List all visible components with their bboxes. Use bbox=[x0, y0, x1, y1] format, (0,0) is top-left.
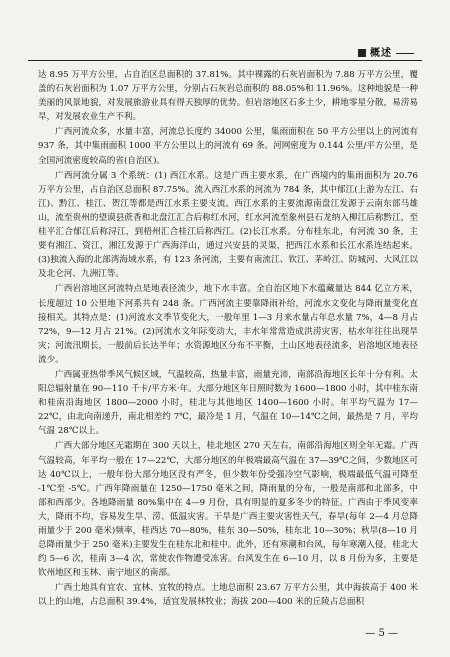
paragraph: 广西土地具有宜农、宜林、宜牧的特点。土地总面积 23.67 万平方公里，其中海拔高于 400 米以上的山地，占总面积 39.4%，适宜发展林牧业；海拔 200—400 米的丘陵占总面积 bbox=[38, 583, 418, 608]
paragraph: 广西河流分属 3 个系统：(1) 西江水系。这是广西主要水系，在广西境内的集雨面积为 20.76 万平方公里，占自治区总面积 87.75%。流入西江水系的河流为 784 条，其中郁江(上游为左江、右江)、黔江、桂江、贺江等都是西江水系主要支流。西江水系的主要流源南盘江发源于云南东部马雄山，流至贵州的望谟县蔗香和北盘江汇合后称红水河，红水河流至象州县石龙纳入柳江后称黔江，至桂平汇合郁江后称浔江，到梧州汇合桂江后称西江。(2)长江水系。分布桂东北，有河流 30 条，主要有湘江、资江，湘江发源于广西海洋山，通过兴安县的灵渠，把西江水系和长江水系连结起来。(3)独流入海的北部湾海域水系，有 123 条河流，主要有南流江、钦江、茅岭江、防城河、大风江以及北仑河、九洲江等。 bbox=[38, 170, 418, 280]
paragraph: 广西岩溶地区河流特点是地表径流少，地下水丰富。全自治区地下水蕴藏量达 844 亿立方米，长度超过 10 公里地下河系共有 248 条。广西河流主要靠降雨补给，河流水文变化与降雨量变化直接相关。其特点是：(1)河流水文季节变化大，一般年里 1—3 月来水量占年总水量 7%，4—8 月占 72%，9—12 月占 21%。(2)河流水文年际变动大，丰水年常常造成洪涝灾害，枯水年往往出现旱灾；河流汛期长，一般前后长达半年；水资源地区分布不平衡，土山区地表径流多，岩溶地区地表径流少。 bbox=[38, 284, 418, 365]
paragraph: 广西河流众多，水量丰富，河流总长度约 34000 公里，集雨面积在 50 平方公里以上的河流有 937 条，其中集雨面积 1000 平方公里以上的河流有 69 条。河网密度为 0.144 公里/平方公里，是全国河流密度较高的省(自治区)。 bbox=[38, 127, 418, 166]
running-head: 概述 bbox=[358, 44, 414, 59]
paragraph: 广西大部分地区无霜期在 300 天以上，桂北地区 270 天左右，南部沿海地区则全年无霜。广西气温较高，年平均一般在 17—22℃，大部分地区的年极端最高气温在 37—39℃之间，少数地区可达 40℃以上，一般年份大部分地区没有严冬，但少数年份受强冷空气影响，极端最低气温可降至 -1℃至 -5℃。广西年降雨量在 1250—1750 毫米之间，降雨量的分布，一般是南部和北部多，中部和西部少。各地降雨量 80%集中在 4—9 月份，具有明显的夏多冬少的特征。广西由于季风变率大，降雨不均，容易发生旱、涝、低温灾害。干旱是广西主要灾害性天气，春旱(每年 2—4 月总降雨量少于 200 毫米)频率，桂西达 70—80%，桂东 30—50%，桂东北 10—30%；秋旱(8—10 月总降雨量少于 250 毫米)主要发生在桂东北和桂中。此外，还有寒潮和台风，每年寒潮入侵，桂北大约 5—6 次，桂南 3—4 次，常使农作物遭受冻害。台风发生在 6—10 月，以 8 月份为多，主要是钦州地区和玉林、南宁地区的南部。 bbox=[38, 441, 418, 579]
paragraph: 达 8.95 万平方公里，占自治区总面积的 37.81%。其中裸露的石灰岩面积为 7.88 万平方公里，覆盖的石灰岩面积为 1.07 万平方公里，分别占石灰岩总面积的 88.05%和 11.96%。这种地貌是一种美丽的风景地貌，对发展旅游业具有得天独厚的优势。但岩溶地区石多土少，耕地零星分散，易涝易旱，对发展农业生产不利。 bbox=[38, 70, 418, 123]
page-number: — 5 — bbox=[365, 628, 398, 639]
body-text bbox=[38, 68, 418, 611]
header-rule bbox=[28, 60, 422, 61]
paragraph: 广西属亚热带季风气候区域，气温较高，热量丰富，雨量充沛，南部沿海地区长年十分有利。太阳总辐射量在 90—110 千卡/平方米·年。大部分地区年日照时数为 1600—1800 小时，其中桂东南和桂南沿海地区 1800—2000 小时，桂北与其他地区 1400—1600 小时。年平均气温为 17—22℃，由北向南递升，南北相差约 7℃，最冷是 1 月，气温在 10—14℃之间，最热是 7 月，平均气温 28℃以上。 bbox=[38, 369, 418, 437]
